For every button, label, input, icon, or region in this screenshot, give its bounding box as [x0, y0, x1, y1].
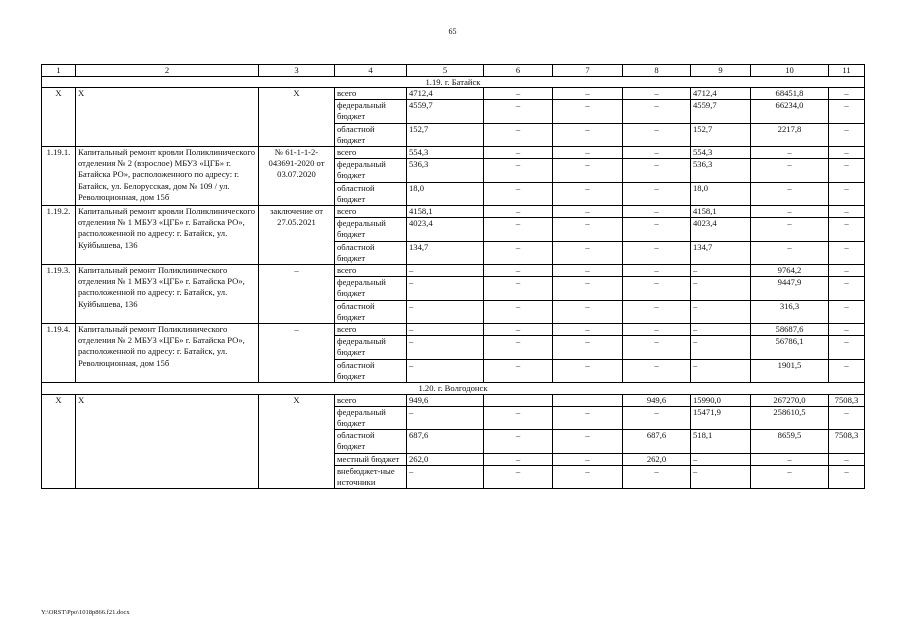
section-title: 1.19. г. Батайск [42, 76, 865, 88]
row-number-cell: X [42, 394, 76, 489]
object-name-cell: Капитальный ремонт кровли Поликлинического отделения № 2 (взрослое) МБУЗ «ЦГБ» г. Батайска РО», расположенного по адресу: г. Батайск, ул. Белорусская, дом № 109 / ул. Революционная, дом 15б [76, 147, 259, 206]
funding-source-cell: областной бюджет [335, 300, 407, 323]
value-cell: – [829, 147, 865, 159]
block-volgodonsk-total [42, 394, 865, 489]
funding-source-cell: федеральный бюджет [335, 159, 407, 182]
value-cell: – [829, 324, 865, 336]
value-cell: – [484, 159, 553, 182]
col-header: 9 [691, 65, 751, 77]
value-cell: – [691, 300, 751, 323]
value-cell: – [623, 277, 691, 300]
value-cell: – [553, 277, 623, 300]
value-cell: 15990,0 [691, 394, 751, 406]
value-cell: – [553, 359, 623, 382]
budget-table [41, 64, 865, 489]
value-cell: – [691, 324, 751, 336]
value-cell: – [407, 277, 484, 300]
value-cell: – [751, 453, 829, 465]
value-cell: – [484, 241, 553, 264]
value-cell: – [623, 465, 691, 488]
value-cell: – [407, 359, 484, 382]
value-cell: 536,3 [691, 159, 751, 182]
value-cell: – [553, 206, 623, 218]
funding-source-cell: областной бюджет [335, 430, 407, 453]
value-cell: 9764,2 [751, 265, 829, 277]
table-row [42, 394, 865, 406]
value-cell: 152,7 [407, 123, 484, 146]
value-cell: 18,0 [691, 182, 751, 205]
funding-source-cell: всего [335, 88, 407, 100]
object-name-cell: Капитальный ремонт Поликлинического отделения № 1 МБУЗ «ЦГБ» г. Батайска РО», расположенной по адресу: г. Батайск, ул. Куйбышева, 136 [76, 265, 259, 324]
col-header: 1 [42, 65, 76, 77]
value-cell: – [751, 218, 829, 241]
value-cell: 554,3 [407, 147, 484, 159]
value-cell: – [484, 123, 553, 146]
document-cell: – [259, 265, 335, 324]
value-cell: – [829, 100, 865, 123]
value-cell: – [553, 300, 623, 323]
value-cell: – [751, 241, 829, 264]
value-cell: – [484, 465, 553, 488]
value-cell: 4559,7 [407, 100, 484, 123]
row-number-cell: 1.19.1. [42, 147, 76, 206]
funding-source-cell: областной бюджет [335, 359, 407, 382]
value-cell: – [484, 182, 553, 205]
block-1-19-2 [42, 206, 865, 265]
table-row [42, 265, 865, 277]
value-cell: – [623, 336, 691, 359]
value-cell: – [553, 100, 623, 123]
funding-source-cell: федеральный бюджет [335, 336, 407, 359]
col-header: 6 [484, 65, 553, 77]
value-cell: 949,6 [623, 394, 691, 406]
value-cell: 4158,1 [691, 206, 751, 218]
value-cell: – [623, 100, 691, 123]
value-cell: 949,6 [407, 394, 484, 406]
funding-source-cell: областной бюджет [335, 123, 407, 146]
value-cell: – [484, 359, 553, 382]
value-cell: – [484, 324, 553, 336]
value-cell: 1901,5 [751, 359, 829, 382]
block-1-19-3 [42, 265, 865, 324]
value-cell: – [829, 123, 865, 146]
value-cell: – [623, 159, 691, 182]
funding-source-cell: всего [335, 147, 407, 159]
value-cell: – [484, 336, 553, 359]
value-cell: – [691, 277, 751, 300]
value-cell: 134,7 [407, 241, 484, 264]
value-cell: 8659,5 [751, 430, 829, 453]
header-row [42, 65, 865, 77]
object-name-cell: X [76, 88, 259, 147]
value-cell: – [484, 218, 553, 241]
value-cell: – [623, 300, 691, 323]
document-cell: X [259, 88, 335, 147]
funding-source-cell: всего [335, 324, 407, 336]
value-cell: – [484, 430, 553, 453]
value-cell: – [829, 277, 865, 300]
value-cell: – [553, 336, 623, 359]
value-cell: – [623, 147, 691, 159]
value-cell: – [829, 300, 865, 323]
value-cell: – [553, 465, 623, 488]
value-cell: – [829, 265, 865, 277]
value-cell: – [829, 88, 865, 100]
document-cell: № 61-1-1-2-043691-2020 от 03.07.2020 [259, 147, 335, 206]
value-cell: – [829, 182, 865, 205]
value-cell: – [623, 324, 691, 336]
document-cell: заключение от 27.05.2021 [259, 206, 335, 265]
col-header: 5 [407, 65, 484, 77]
value-cell: 267270,0 [751, 394, 829, 406]
value-cell: – [553, 147, 623, 159]
value-cell: – [407, 265, 484, 277]
value-cell: – [691, 359, 751, 382]
value-cell: 68451,8 [751, 88, 829, 100]
value-cell: 134,7 [691, 241, 751, 264]
table-row [42, 206, 865, 218]
value-cell: 58687,6 [751, 324, 829, 336]
value-cell: – [829, 218, 865, 241]
value-cell: – [553, 218, 623, 241]
value-cell: – [484, 206, 553, 218]
value-cell: – [553, 453, 623, 465]
value-cell: – [623, 359, 691, 382]
funding-source-cell: областной бюджет [335, 241, 407, 264]
col-header: 11 [829, 65, 865, 77]
funding-source-cell: всего [335, 394, 407, 406]
col-header: 10 [751, 65, 829, 77]
table-row [42, 324, 865, 336]
row-number-cell: 1.19.2. [42, 206, 76, 265]
funding-source-cell: федеральный бюджет [335, 406, 407, 429]
block-batajsk-total [42, 88, 865, 147]
value-cell: – [484, 100, 553, 123]
value-cell: – [623, 88, 691, 100]
value-cell: – [553, 324, 623, 336]
value-cell: – [829, 359, 865, 382]
value-cell: – [829, 406, 865, 429]
row-number-cell: X [42, 88, 76, 147]
value-cell: – [484, 300, 553, 323]
value-cell: – [751, 182, 829, 205]
value-cell: 4712,4 [407, 88, 484, 100]
value-cell: – [484, 147, 553, 159]
row-number-cell: 1.19.4. [42, 324, 76, 383]
object-name-cell: Капитальный ремонт кровли Поликлинического отделения № 1 МБУЗ «ЦГБ» г. Батайска РО», расположенной по адресу: г. Батайск, ул. Куйбышева, 136 [76, 206, 259, 265]
value-cell: 687,6 [623, 430, 691, 453]
value-cell: – [829, 159, 865, 182]
value-cell: 7508,3 [829, 430, 865, 453]
value-cell: – [407, 300, 484, 323]
value-cell: – [484, 406, 553, 429]
value-cell: – [553, 430, 623, 453]
col-header: 8 [623, 65, 691, 77]
value-cell: – [484, 277, 553, 300]
funding-source-cell: внебюджет-ные источники [335, 465, 407, 488]
value-cell: – [691, 465, 751, 488]
value-cell: – [407, 406, 484, 429]
value-cell: 7508,3 [829, 394, 865, 406]
funding-source-cell: федеральный бюджет [335, 218, 407, 241]
value-cell: – [691, 265, 751, 277]
object-name-cell: Капитальный ремонт Поликлинического отделения № 2 МБУЗ «ЦГБ» г. Батайска РО», расположенной по адресу: г. Батайск, ул. Революционная, дом 15б [76, 324, 259, 383]
value-cell: – [484, 88, 553, 100]
value-cell: – [829, 206, 865, 218]
funding-source-cell: местный бюджет [335, 453, 407, 465]
value-cell: – [623, 406, 691, 429]
value-cell: – [829, 453, 865, 465]
value-cell: – [623, 218, 691, 241]
col-header: 2 [76, 65, 259, 77]
row-number-cell: 1.19.3. [42, 265, 76, 324]
value-cell: – [553, 123, 623, 146]
value-cell: – [829, 241, 865, 264]
value-cell: – [407, 324, 484, 336]
value-cell: – [751, 147, 829, 159]
value-cell: – [484, 453, 553, 465]
value-cell: 152,7 [691, 123, 751, 146]
col-header: 7 [553, 65, 623, 77]
page-number: 65 [448, 27, 457, 36]
value-cell: – [553, 182, 623, 205]
table-row [42, 147, 865, 159]
value-cell: – [553, 159, 623, 182]
value-cell: 9447,9 [751, 277, 829, 300]
value-cell: – [484, 265, 553, 277]
value-cell: 687,6 [407, 430, 484, 453]
value-cell: – [623, 241, 691, 264]
value-cell: 15471,9 [691, 406, 751, 429]
value-cell: 4712,4 [691, 88, 751, 100]
funding-source-cell: всего [335, 265, 407, 277]
value-cell: 554,3 [691, 147, 751, 159]
object-name-cell: X [76, 394, 259, 489]
value-cell: 316,3 [751, 300, 829, 323]
value-cell: – [829, 336, 865, 359]
block-1-19-1 [42, 147, 865, 206]
value-cell: – [751, 465, 829, 488]
block-1-19-4 [42, 324, 865, 383]
funding-source-cell: областной бюджет [335, 182, 407, 205]
funding-source-cell: федеральный бюджет [335, 100, 407, 123]
col-header: 3 [259, 65, 335, 77]
value-cell: – [623, 123, 691, 146]
value-cell: – [553, 241, 623, 264]
value-cell: 4023,4 [407, 218, 484, 241]
value-cell: – [553, 265, 623, 277]
table-row [42, 88, 865, 100]
value-cell: 258610,5 [751, 406, 829, 429]
value-cell: 262,0 [407, 453, 484, 465]
value-cell: – [691, 453, 751, 465]
value-cell: – [751, 206, 829, 218]
value-cell: 2217,8 [751, 123, 829, 146]
value-cell [484, 394, 553, 406]
value-cell: 518,1 [691, 430, 751, 453]
value-cell: 4559,7 [691, 100, 751, 123]
document-cell: X [259, 394, 335, 489]
value-cell: 56786,1 [751, 336, 829, 359]
value-cell: – [553, 88, 623, 100]
value-cell [553, 394, 623, 406]
value-cell: – [751, 159, 829, 182]
value-cell: – [407, 336, 484, 359]
value-cell: – [553, 406, 623, 429]
funding-source-cell: всего [335, 206, 407, 218]
col-header: 4 [335, 65, 407, 77]
funding-source-cell: федеральный бюджет [335, 277, 407, 300]
value-cell: 4158,1 [407, 206, 484, 218]
file-path-footer: Y:\ORST\Ppo\1018p866.f21.docx [41, 609, 130, 616]
section-row [42, 76, 865, 88]
document-cell: – [259, 324, 335, 383]
value-cell: – [829, 465, 865, 488]
value-cell: 66234,0 [751, 100, 829, 123]
section-title: 1.20. г. Волгодонск [42, 383, 865, 395]
value-cell: – [407, 465, 484, 488]
value-cell: 18,0 [407, 182, 484, 205]
value-cell: 536,3 [407, 159, 484, 182]
value-cell: – [623, 265, 691, 277]
section-row [42, 383, 865, 395]
value-cell: 262,0 [623, 453, 691, 465]
value-cell: – [623, 182, 691, 205]
value-cell: – [623, 206, 691, 218]
value-cell: – [691, 336, 751, 359]
value-cell: 4023,4 [691, 218, 751, 241]
